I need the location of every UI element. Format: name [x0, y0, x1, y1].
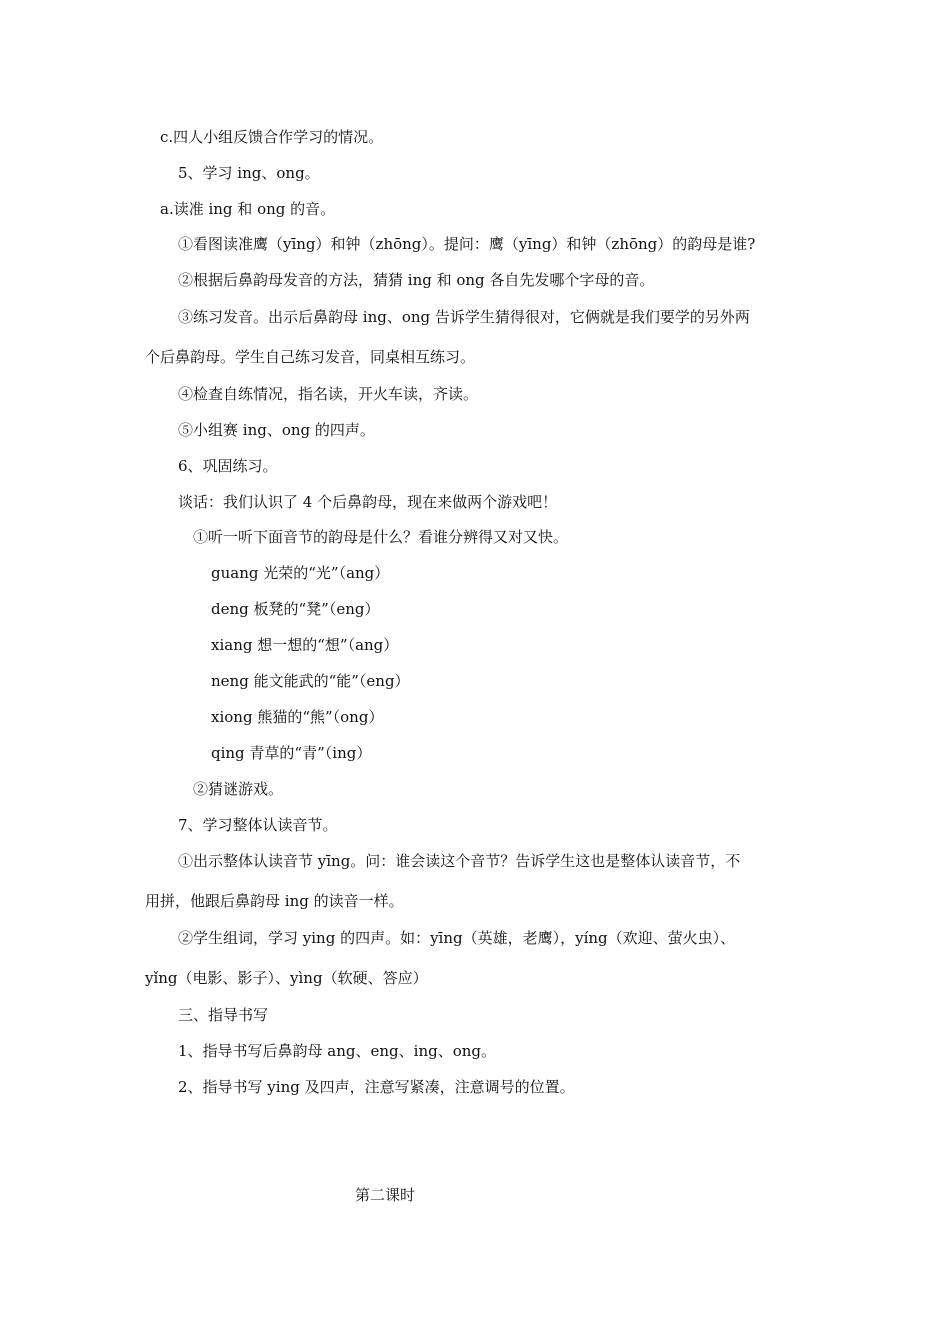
text-line-25: 三、指导书写 [178, 1006, 269, 1024]
text-line-27: 2、指导书写 ying 及四声，注意写紧凑，注意调号的位置。 [178, 1078, 575, 1096]
text-line-23: ②学生组词，学习 ying 的四声。如：yīng（英雄，老鹰），yíng（欢迎、萤火虫）、 [178, 929, 736, 947]
text-line-1: c.四人小组反馈合作学习的情况。 [160, 128, 384, 146]
text-line-4: ①看图读准鹰（yīng）和钟（zhōng）。提问：鹰（yīng）和钟（zhōng）的韵母是谁? [178, 235, 756, 253]
text-line-13: guang 光荣的“光”（ang） [211, 564, 390, 582]
text-line-15: xiang 想一想的“想”（ang） [211, 636, 399, 654]
text-line-5: ②根据后鼻韵母发音的方法，猜猜 ing 和 ong 各自先发哪个字母的音。 [178, 271, 655, 289]
text-line-6: ③练习发音。出示后鼻韵母 ing、ong 告诉学生猜得很对，它俩就是我们要学的另外两 [178, 308, 750, 326]
text-line-9: ⑤小组赛 ing、ong 的四声。 [178, 421, 375, 439]
text-line-11: 谈话：我们认识了 4 个后鼻韵母，现在来做两个游戏吧！ [178, 493, 558, 511]
text-line-16: neng 能文能武的“能”（eng） [211, 672, 410, 690]
text-line-24: yǐng（电影、影子）、yìng（软硬、答应） [145, 969, 428, 987]
text-line-2: 5、学习 ing、ong。 [178, 164, 320, 182]
text-line-12: ①听一听下面音节的韵母是什么？看谁分辨得又对又快。 [193, 528, 569, 546]
section-heading: 第二课时 [355, 1186, 416, 1204]
text-line-7: 个后鼻韵母。学生自己练习发音，同桌相互练习。 [145, 348, 476, 366]
text-line-18: qing 青草的“青”（ing） [211, 744, 372, 762]
text-line-26: 1、指导书写后鼻韵母 ang、eng、ing、ong。 [178, 1042, 497, 1060]
text-line-8: ④检查自练情况，指名读，开火车读，齐读。 [178, 385, 479, 403]
text-line-20: 7、学习整体认读音节。 [178, 816, 338, 834]
text-line-17: xiong 熊猫的“熊”（ong） [211, 708, 384, 726]
text-line-19: ②猜谜游戏。 [193, 780, 284, 798]
text-line-21: ①出示整体认读音节 yīng。问：谁会读这个音节？告诉学生这也是整体认读音节，不 [178, 852, 741, 870]
text-line-14: deng 板凳的“凳”（eng） [211, 600, 380, 618]
text-line-10: 6、巩固练习。 [178, 457, 278, 475]
text-line-3: a.读准 ing 和 ong 的音。 [160, 200, 336, 218]
text-line-22: 用拼，他跟后鼻韵母 ing 的读音一样。 [145, 892, 404, 910]
